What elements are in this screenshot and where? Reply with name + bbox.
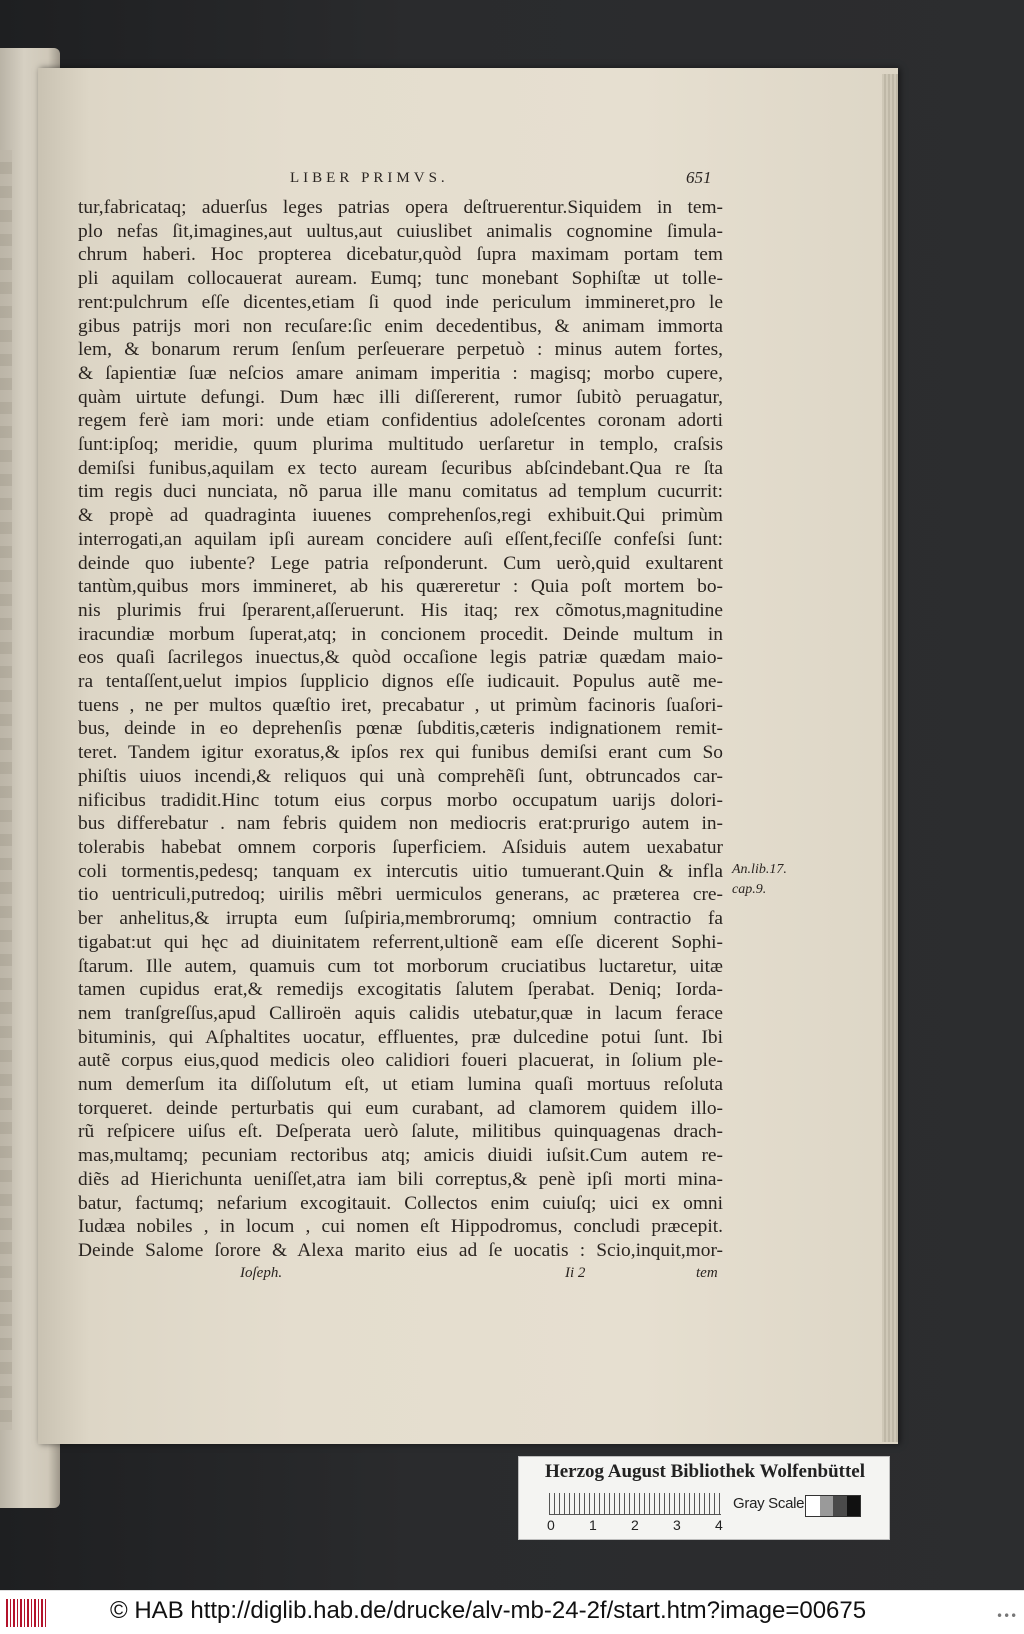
text-line: & ſapientiæ ſuæ neſcios amare animam imperitia : magisq; morbo cupere, <box>78 362 723 384</box>
text-line: bus differebatur . nam febris quidem non mediocris erat:prurigo autem in- <box>78 813 723 835</box>
more-dots-icon[interactable]: ••• <box>996 1609 1018 1623</box>
text-line: tantùm,quibus mors immineret, ab his quæreretur : Quia poſt mortem bo- <box>78 576 723 598</box>
text-line: rent:pulchrum eſſe dicentes,etiam ſi quod inde periculum immineret,pro le <box>78 291 723 313</box>
color-chart-card <box>518 1456 890 1540</box>
text-line: gibus patrijs mori non recuſare:ſic enim decedentibus, & animam immorta <box>78 315 723 337</box>
hab-barcode-logo-icon[interactable] <box>6 1599 46 1627</box>
running-head: LIBER PRIMVS. <box>290 170 449 186</box>
ruler-number: 2 <box>631 1517 639 1533</box>
text-line: ra tentaſſent,uelut impios ſupplicio dignos eſſe iudicauit. Populus autẽ me- <box>78 671 723 693</box>
text-line: tamen cupidus erat,& remedijs excogitatis ſalutem ſperabat. Deniq; Iorda- <box>78 979 723 1001</box>
marginal-note-line: An.lib.17. <box>732 862 787 877</box>
text-line: nem tranſgreſſus,apud Calliroën aquis calidis utebatur,quæ in lacum ferace <box>78 1002 723 1024</box>
text-line: teret. Tandem igitur exoratus,& ipſos rex qui funibus demiſsi erant cum So <box>78 742 723 764</box>
scale-ruler <box>549 1493 721 1515</box>
ruler-number: 3 <box>673 1517 681 1533</box>
text-line: bituminis, qui Aſphaltites uocatur, effluentes, præ dulcedine potui ſunt. Ibi <box>78 1026 723 1048</box>
text-line: autẽ corpus eius,quod medicis oleo calidiori foueri placuerat, in ſolium ple- <box>78 1050 723 1072</box>
gray-swatch <box>833 1496 847 1516</box>
body-text <box>78 196 723 1263</box>
text-line: deinde quo iubente? Lege patria reſponderunt. Cum uerò,quid exultarent <box>78 552 723 574</box>
text-line: mas,multamq; pecuniam rectoribus atq; amicis diuidi iuſsit.Cum autem re- <box>78 1145 723 1167</box>
catchword: tem <box>696 1265 718 1281</box>
text-line: quàm uirtute defungi. Dum hæc illi diſſererent, rumor ſubitò peruagatur, <box>78 386 723 408</box>
page-stack-edge <box>882 74 898 1442</box>
footer-bar <box>0 1590 1024 1634</box>
text-line: pli aquilam collocauerat auream. Eumq; tunc monebant Sophiſtæ ut tolle- <box>78 268 723 290</box>
text-line: tim regis duci nunciata, nõ parua ille manu comitatus ad templum cucurrit: <box>78 481 723 503</box>
text-line: phiſtis uiuos incendi,& reliquos qui unà comprehẽſi ſunt, obtruncados car- <box>78 765 723 787</box>
ruler-number: 4 <box>715 1517 723 1533</box>
text-line: nificibus tradidit.Hinc totum eius corpus morbo occupatum uarijs dolori- <box>78 789 723 811</box>
gray-swatch <box>820 1496 834 1516</box>
ruler-number: 1 <box>589 1517 597 1533</box>
text-line: iracundiæ morbum ſuperat,atq; in concionem procedit. Deinde multum in <box>78 623 723 645</box>
text-line: lem, & bonarum rerum ſenſum perſeuerare perpetuò : minus autem fortes, <box>78 339 723 361</box>
signature-mark: Ii 2 <box>565 1265 586 1281</box>
library-name: Herzog August Bibliothek Wolfenbüttel <box>544 1461 866 1482</box>
text-line: batur, factumq; nefarium excogitauit. Collectos enim cuiuſq; uici ex omni <box>78 1192 723 1214</box>
text-line: ſunt:ipſoq; meridie, quum plurima multitudo uerſaretur in templo, craſsis <box>78 434 723 456</box>
marginal-note-line: cap.9. <box>732 882 767 897</box>
text-line: tur,fabricataq; aduerſus leges patrias opera deſtruerentur.Siquidem in tem- <box>78 197 723 218</box>
text-line: tigabat:ut qui hęc ad diuinitatem referrent,ultionẽ eam eſſe dicerent Sophi- <box>78 931 723 953</box>
text-line: & propè ad quadraginta iuuenes comprehenſos,regi exhibuit.Qui primùm <box>78 505 723 527</box>
text-line: coli tormentis,pedesq; tanquam ex intercutis uitio tumuerant.Quin & infla <box>78 860 723 882</box>
gray-swatch <box>847 1496 861 1516</box>
text-line: Deinde Salome ſorore & Alexa marito eius ad ſe uocatis : Scio,inquit,mor- <box>78 1239 723 1261</box>
facing-page-text-shadow <box>0 150 12 1430</box>
text-line: chrum haberi. Hoc propterea dicebatur,quòd ſupra maximam portam tem <box>78 244 723 266</box>
footer-copyright-url[interactable]: © HAB http://diglib.hab.de/drucke/alv-mb-24-2f/start.htm?image=00675 <box>110 1597 867 1624</box>
ruler-number: 0 <box>547 1517 555 1533</box>
text-line: demiſsi funibus,aquilam ex tecto auream ſecuribus abſcindebant.Qua re ſta <box>78 457 723 479</box>
gray-scale-swatches <box>805 1495 861 1517</box>
text-line: diẽs ad Hierichunta ueniſſet,atra iam bili correptus,& penè ipſi morti mina- <box>78 1168 723 1190</box>
catch-left: Ioſeph. <box>240 1265 283 1281</box>
gray-scale-label: Gray Scale <box>733 1495 805 1512</box>
marginal-note <box>732 860 787 900</box>
text-line: ſtarum. Ille autem, quamuis cum tot morborum cruciatibus luctaretur, uitæ <box>78 955 723 977</box>
gray-swatch <box>806 1496 820 1516</box>
text-line: nis plurimis frui ſperarent,aſſeruerunt. His itaq; rex cõmotus,magnitudine <box>78 599 723 621</box>
text-line: eos quaſi ſacrilegos inuectus,& quòd occaſione legis patriæ quædam maio- <box>78 647 723 669</box>
text-line: tio uentriculi,putredoq; uirilis mẽbri uermiculos generans, ac præterea cre- <box>78 884 723 906</box>
folio-number: 651 <box>686 168 712 187</box>
text-line: Iudæa nobiles , in locum , cui nomen eſt Hippodromus, concludi præcepit. <box>78 1216 723 1238</box>
text-line: torqueret. deinde perturbatis qui eum curabant, ad clamorem quidem illo- <box>78 1097 723 1119</box>
text-line: ber anhelitus,& irrupta eum ſuſpiria,membrorumq; omnium contractio fa <box>78 908 723 930</box>
text-line: tuens , ne per multos quæſtio iret, precabatur , ut primùm facinoris ſuaſori- <box>78 694 723 716</box>
text-line: tolerabis habebat omnem corporis ſuperficiem. Aſsiduis autem uexabatur <box>78 836 723 858</box>
text-line: num demerſum ita diſſolutum eſt, ut etiam lumina quaſi mortuus reſoluta <box>78 1074 723 1096</box>
text-line: interrogati,an aquilam ipſi auream concidere auſi eſſent,feciſſe confeſsi ſunt: <box>78 528 723 550</box>
text-line: regem ferè iam mori: unde etiam confidentius adoleſcentes coronam adorti <box>78 410 723 432</box>
text-line: plo nefas ſit,imagines,aut uultus,aut cuiuslibet animalis cognomine ſimula- <box>78 220 723 242</box>
text-line: rũ reſpicere uiſus eſt. Deſperata uerò ſalute, militibus quinquagenas drach- <box>78 1121 723 1143</box>
text-line: bus, deinde in eo deprehenſis pœnæ ſubditis,cæteris indignationem remit- <box>78 718 723 740</box>
